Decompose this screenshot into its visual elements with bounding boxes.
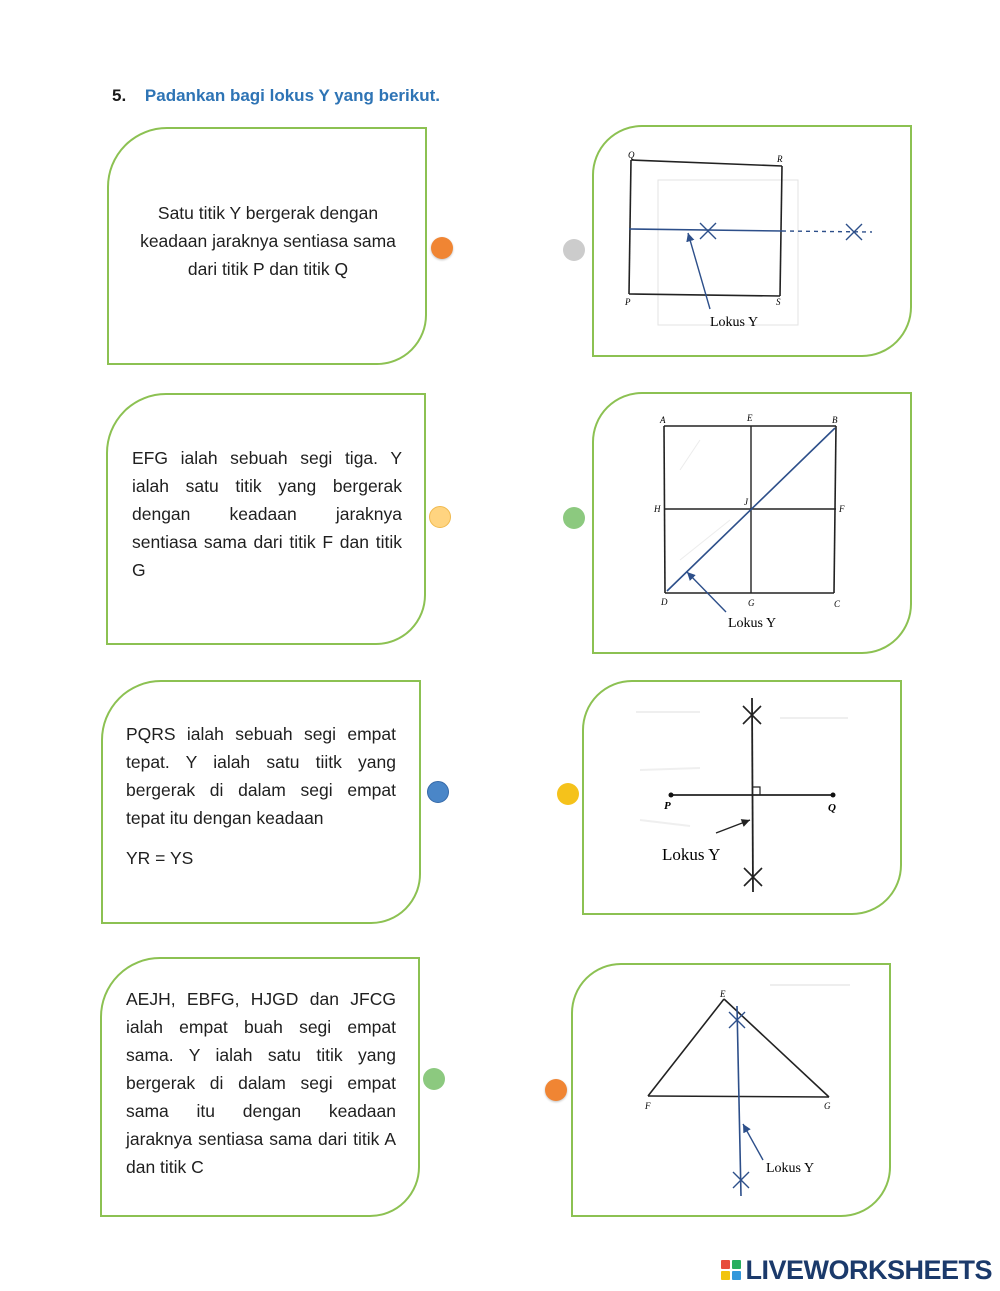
diagram-2-locus-label: Lokus Y bbox=[728, 616, 777, 631]
diagram-2-label-h: H bbox=[654, 504, 661, 514]
diagram-2-label-e: E bbox=[747, 413, 753, 423]
diagram-1-locus-extension bbox=[782, 231, 872, 232]
diagram-2-label-a: A bbox=[660, 415, 666, 425]
diagram-1-locus-label: Lokus Y bbox=[710, 315, 759, 330]
diagram-2 bbox=[653, 413, 845, 631]
diagram-2-arrow bbox=[687, 572, 726, 612]
statement-3-text: PQRS ialah sebuah segi empat tepat. Y ialah satu tiitk yang bergerak di dalam segi empat tepat itu dengan keadaan bbox=[126, 724, 396, 828]
diagram-2-label-g: G bbox=[748, 598, 755, 608]
diagram-1-label-p: P bbox=[625, 297, 631, 307]
diagram-4-arrow bbox=[743, 1124, 763, 1160]
question-number: 5. bbox=[112, 86, 127, 105]
diagram-3-label-q: Q bbox=[828, 802, 836, 814]
diagram-4 bbox=[644, 985, 850, 1196]
diagram-4-side-ef bbox=[648, 999, 724, 1096]
diagram-1-cross-mark-1 bbox=[700, 223, 716, 239]
diagram-3-arrow bbox=[716, 820, 750, 833]
diagram-1-side-qp bbox=[629, 160, 631, 294]
diagram-3-locus-label: Lokus Y bbox=[662, 845, 721, 864]
diagram-1-label-r: R bbox=[777, 154, 783, 164]
diagram-1-label-s: S bbox=[776, 297, 781, 307]
diagram-4-locus-label: Lokus Y bbox=[766, 1161, 815, 1176]
diagram-3 bbox=[636, 698, 848, 892]
statement-4-text: AEJH, EBFG, HJGD dan JFCG ialah empat buah segi empat sama. Y ialah satu titik yang bergerak di dalam segi empat sama itu dengan keadaan jaraknya sentiasa sama dari titik A dan titik C bbox=[126, 989, 396, 1177]
diagram-2-label-d: D bbox=[661, 597, 668, 607]
liveworksheets-logo bbox=[721, 1255, 992, 1285]
diagram-4-label-f: F bbox=[645, 1101, 651, 1111]
diagram-1-side-ps bbox=[629, 294, 780, 296]
diagram-2-label-b: B bbox=[832, 415, 838, 425]
diagram-1-arrow bbox=[688, 233, 710, 309]
diagram-4-label-e: E bbox=[720, 989, 726, 999]
diagram-4-locus-line bbox=[737, 1006, 741, 1196]
diagram-3-point-p bbox=[669, 793, 674, 798]
statement-2-text: EFG ialah sebuah segi tiga. Y ialah satu titik yang bergerak dengan keadaan jaraknya sentiasa sama dari titik F dan titik G bbox=[132, 448, 402, 580]
logo-wordmark: LIVEWORKSHEETS bbox=[745, 1254, 992, 1285]
statement-3-condition: YR = YS bbox=[126, 848, 194, 868]
diagram-1-side-qr bbox=[631, 160, 782, 166]
diagram-1 bbox=[624, 150, 872, 330]
diagram-2-faint-marks bbox=[680, 440, 730, 560]
statement-1-text: Satu titik Y bergerak dengan keadaan jaraknya sentiasa sama dari titik P dan titik Q bbox=[140, 203, 396, 279]
diagram-2-label-c: C bbox=[834, 599, 841, 609]
diagram-2-label-f: F bbox=[839, 504, 845, 514]
diagram-2-label-j: J bbox=[744, 497, 748, 507]
logo-grid-icon bbox=[721, 1260, 741, 1280]
question-title: Padankan bagi lokus Y yang berikut. bbox=[144, 86, 440, 105]
diagram-4-side-eg bbox=[724, 999, 829, 1097]
diagram-3-label-p: P bbox=[664, 800, 671, 812]
diagram-1-label-q: Q bbox=[628, 150, 635, 160]
diagram-3-point-q bbox=[831, 793, 836, 798]
diagram-4-label-g: G bbox=[824, 1101, 831, 1111]
